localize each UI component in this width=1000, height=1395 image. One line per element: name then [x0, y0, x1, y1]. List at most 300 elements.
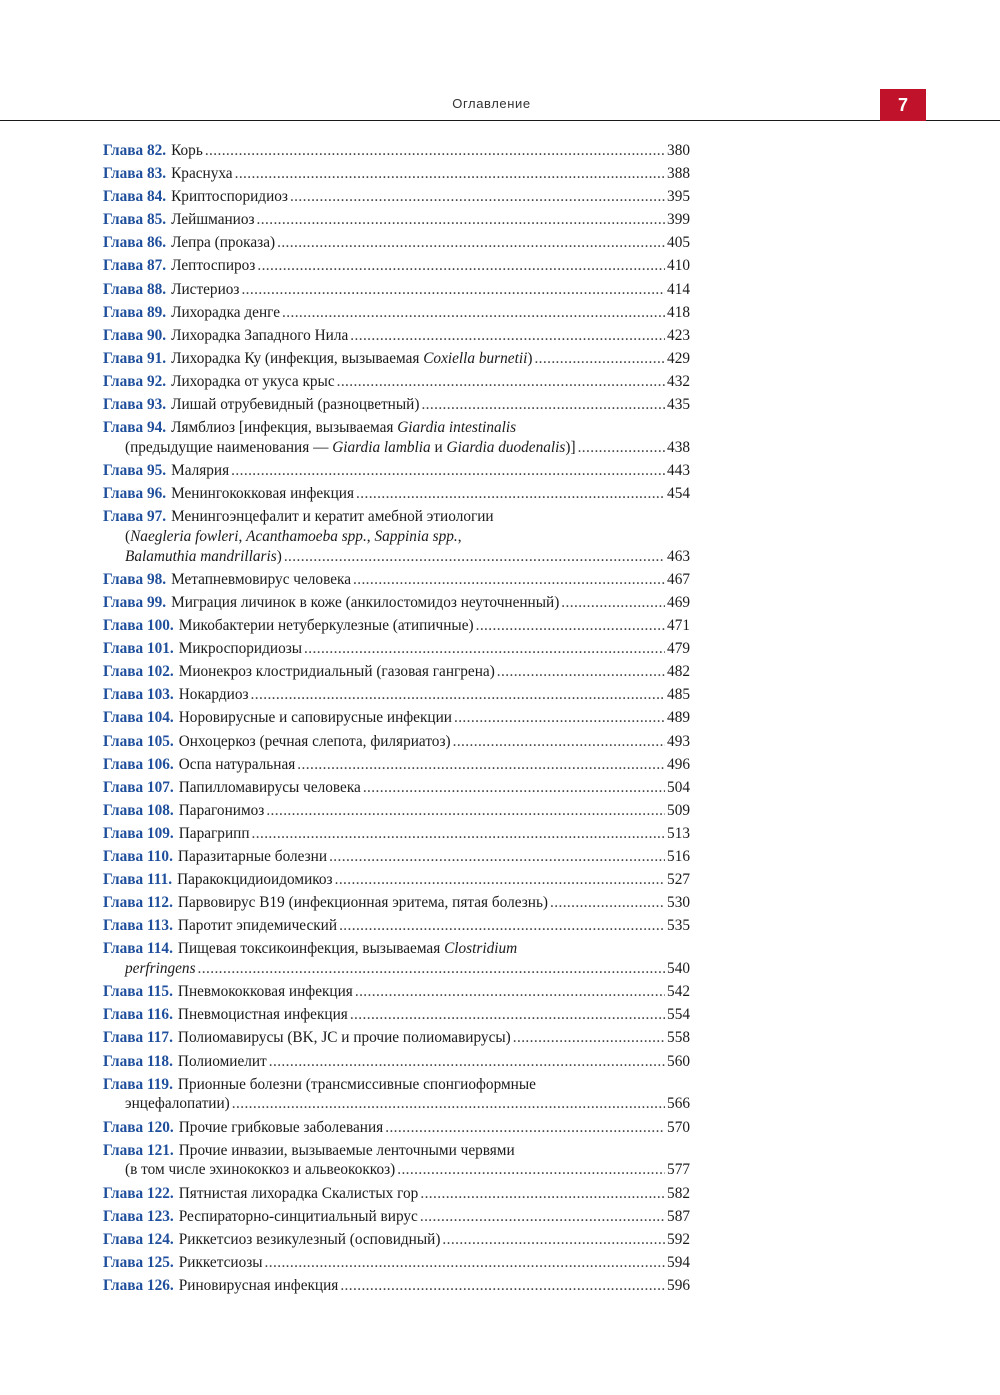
dot-leader: [550, 893, 665, 913]
page-reference: 540: [667, 960, 690, 978]
chapter-title: [171, 187, 288, 207]
chapter-title: [171, 256, 255, 276]
page-reference: 414: [667, 280, 690, 298]
chapter-title: [178, 982, 353, 1002]
entry-title-text: Лишай отрубевидный (разноцветный): [171, 396, 420, 414]
page-reference: 554: [667, 1006, 690, 1024]
page-reference: 388: [667, 165, 690, 183]
italic-latin-term: Clostridium: [444, 940, 518, 958]
toc-entry[interactable]: [103, 233, 690, 253]
entry-title-text: Менингоэнцефалит и кератит амебной этиологии: [171, 508, 494, 526]
toc-entry[interactable]: [103, 1207, 690, 1227]
toc-entry-line: [103, 824, 690, 844]
toc-entry-line: [103, 372, 690, 392]
page-reference: 577: [667, 1161, 690, 1179]
toc-entry-line: [103, 303, 690, 323]
page-reference: 418: [667, 303, 690, 321]
toc-entry-line: [103, 1276, 690, 1296]
dot-leader: [454, 708, 665, 728]
toc-entry-line: [103, 280, 690, 300]
page-reference: 516: [667, 848, 690, 866]
entry-title-text: Прочие грибковые заболевания: [178, 1118, 384, 1136]
toc-entry-line: [103, 801, 690, 821]
chapter-title: [171, 303, 280, 323]
chapter-title: [125, 527, 462, 547]
toc-entry[interactable]: [103, 210, 690, 230]
page-reference: 469: [667, 593, 690, 611]
dot-leader: [198, 959, 666, 979]
page-reference: 592: [667, 1230, 690, 1248]
chapter-title: [171, 484, 354, 504]
page-reference: 566: [667, 1095, 690, 1113]
chapter-number: Глава 91.: [103, 349, 167, 367]
toc-entry[interactable]: [103, 982, 690, 1002]
page-reference: 485: [667, 686, 690, 704]
chapter-number: Глава 110.: [103, 848, 173, 866]
toc-entry[interactable]: [103, 1276, 690, 1296]
dot-leader: [363, 778, 665, 798]
entry-title-text: ): [527, 349, 533, 367]
entry-title-text: ,: [366, 528, 375, 545]
dot-leader: [252, 824, 666, 844]
toc-entry[interactable]: [103, 685, 690, 705]
toc-entry-continuation: [103, 1160, 690, 1180]
toc-entry[interactable]: [103, 187, 690, 207]
chapter-title: [179, 801, 265, 821]
page-reference: 435: [667, 396, 690, 414]
toc-entry-line: [103, 1005, 690, 1025]
chapter-number: Глава 116.: [103, 1006, 173, 1024]
chapter-title: [178, 847, 327, 867]
toc-entry[interactable]: [103, 1075, 690, 1115]
toc-entry-line: [103, 326, 690, 346]
entry-title-text: Малярия: [171, 462, 230, 480]
dot-leader: [350, 326, 665, 346]
toc-entry-line: [103, 164, 690, 184]
chapter-number: Глава 90.: [103, 326, 167, 344]
toc-entry-line: [103, 639, 690, 659]
entry-title-text: Нокардиоз: [178, 686, 249, 704]
page-reference: 542: [667, 983, 690, 1001]
chapter-number: Глава 115.: [103, 983, 173, 1001]
chapter-title: [179, 1207, 418, 1227]
chapter-title: [171, 210, 254, 230]
toc-entry[interactable]: [103, 662, 690, 682]
entry-title-text: Риновирусная инфекция: [178, 1276, 339, 1294]
entry-title-text: Краснуха: [171, 165, 233, 183]
running-title: Оглавление: [452, 96, 531, 111]
entry-title-text: Папилломавирусы человека: [178, 778, 361, 796]
toc-entry[interactable]: [103, 349, 690, 369]
chapter-title: [171, 233, 275, 253]
chapter-title: [179, 616, 474, 636]
page-reference: 479: [667, 640, 690, 658]
dot-leader: [335, 870, 665, 890]
chapter-title: [171, 349, 532, 369]
toc-entry[interactable]: [103, 395, 690, 415]
chapter-title: [178, 1075, 536, 1095]
toc-entry-line: [103, 685, 690, 705]
toc-entry-line: [103, 1230, 690, 1250]
chapter-number: Глава 126.: [103, 1276, 174, 1294]
entry-title-text: Метапневмовирус человека: [171, 570, 351, 588]
chapter-number: Глава 103.: [103, 686, 174, 704]
toc-entry-line: [103, 187, 690, 207]
chapter-number: Глава 121.: [103, 1141, 174, 1159]
chapter-title: [171, 593, 559, 613]
toc-entry[interactable]: [103, 570, 690, 590]
toc-entry[interactable]: [103, 847, 690, 867]
page-reference: 432: [667, 372, 690, 390]
toc-entry[interactable]: [103, 870, 690, 890]
page-header: [0, 0, 1000, 122]
entry-title-text: (в том числе эхинококкоз и альвеококкоз): [125, 1161, 396, 1179]
toc-entry-line: [103, 1184, 690, 1204]
toc-entry[interactable]: [103, 708, 690, 728]
entry-title-text: Лямблиоз [инфекция, вызываемая: [171, 419, 398, 437]
chapter-title: [179, 778, 361, 798]
chapter-number: Глава 92.: [103, 372, 167, 390]
toc-entry[interactable]: [103, 1141, 690, 1181]
toc-entry-line: [103, 461, 690, 481]
chapter-number: Глава 101.: [103, 640, 174, 658]
chapter-number: Глава 118.: [103, 1052, 173, 1070]
entry-title-text: ,: [238, 528, 247, 545]
toc-entry-line: [103, 349, 690, 369]
toc-entry-line: [103, 418, 690, 438]
toc-entry[interactable]: [103, 755, 690, 775]
chapter-title: [171, 395, 419, 415]
toc-entry[interactable]: [103, 461, 690, 481]
toc-entry[interactable]: [103, 141, 690, 161]
page-reference: 438: [667, 438, 690, 456]
toc-entry-line: [103, 755, 690, 775]
chapter-number: Глава 89.: [103, 303, 167, 321]
chapter-number: Глава 88.: [103, 280, 167, 298]
chapter-number: Глава 113.: [103, 917, 173, 935]
page-reference: 496: [667, 755, 690, 773]
toc-entry[interactable]: [103, 1184, 690, 1204]
toc-entry[interactable]: [103, 939, 690, 979]
toc-entry-line: [103, 1028, 690, 1048]
entry-title-text: Пищевая токсикоинфекция, вызываемая: [177, 940, 445, 958]
toc-entry-line: [103, 233, 690, 253]
entry-title-text: Микобактерии нетуберкулезные (атипичные): [178, 617, 474, 635]
page-reference: 535: [667, 917, 690, 935]
dot-leader: [350, 1005, 665, 1025]
dot-leader: [257, 256, 665, 276]
toc-entry[interactable]: [103, 256, 690, 276]
chapter-number: Глава 105.: [103, 732, 174, 750]
toc-entry[interactable]: [103, 778, 690, 798]
dot-leader: [421, 395, 665, 415]
italic-latin-term: Balamuthia mandrillaris: [125, 547, 277, 565]
chapter-number: Глава 117.: [103, 1029, 173, 1047]
toc-entry[interactable]: [103, 593, 690, 613]
dot-leader: [304, 639, 665, 659]
toc-entry[interactable]: [103, 280, 690, 300]
toc-entry-line: [103, 916, 690, 936]
toc-entry[interactable]: [103, 1028, 690, 1048]
page-reference: 587: [667, 1207, 690, 1225]
dot-leader: [339, 916, 665, 936]
italic-latin-term: Giardia intestinalis: [397, 419, 517, 437]
toc-entry[interactable]: [103, 824, 690, 844]
entry-title-text: Прионные болезни (трансмиссивные спонгиоформные: [177, 1075, 536, 1093]
chapter-number: Глава 87.: [103, 257, 167, 275]
toc-entry[interactable]: [103, 507, 690, 566]
entry-title-text: ): [276, 547, 282, 565]
dot-leader: [265, 1253, 666, 1273]
chapter-title: [178, 939, 517, 959]
italic-latin-term: Naegleria fowleri: [130, 528, 239, 545]
entry-title-text: (предыдущие наименования —: [125, 438, 333, 456]
dot-leader: [329, 847, 665, 867]
toc-entry-line: [103, 982, 690, 1002]
page-reference: 471: [667, 617, 690, 635]
entry-title-text: Пневмококковая инфекция: [177, 983, 353, 1001]
page-reference: 463: [667, 547, 690, 565]
chapter-number: Глава 93.: [103, 396, 167, 414]
toc-entry-line: [103, 708, 690, 728]
dot-leader: [497, 662, 665, 682]
toc-entry[interactable]: [103, 893, 690, 913]
dot-leader: [205, 141, 665, 161]
chapter-title: [179, 685, 249, 705]
chapter-number: Глава 97.: [103, 508, 167, 526]
toc-entry[interactable]: [103, 164, 690, 184]
chapter-number: Глава 106.: [103, 755, 174, 773]
toc-entry-line: [103, 870, 690, 890]
page-reference: 423: [667, 326, 690, 344]
chapter-title: [171, 164, 233, 184]
toc-entry[interactable]: [103, 1253, 690, 1273]
toc-entry-line: [103, 1118, 690, 1138]
toc-entry[interactable]: [103, 326, 690, 346]
chapter-title: [125, 547, 282, 567]
chapter-title: [179, 1230, 441, 1250]
chapter-number: Глава 108.: [103, 801, 174, 819]
page-reference: 530: [667, 894, 690, 912]
entry-title-text: Парвовирус В19 (инфекционная эритема, пятая болезнь): [177, 894, 549, 912]
dot-leader: [257, 210, 666, 230]
dot-leader: [353, 570, 665, 590]
dot-leader: [232, 1094, 665, 1114]
dot-leader: [290, 187, 665, 207]
entry-title-text: Листериоз: [171, 280, 240, 298]
chapter-title: [178, 1052, 267, 1072]
chapter-title: [171, 141, 203, 161]
table-of-contents: [103, 141, 690, 1299]
toc-entry[interactable]: [103, 418, 690, 458]
toc-entry[interactable]: [103, 616, 690, 636]
toc-entry[interactable]: [103, 916, 690, 936]
toc-entry-line: [103, 939, 690, 959]
page-reference: 454: [667, 485, 690, 503]
italic-latin-term: Giardia lamblia: [332, 438, 431, 456]
entry-title-text: Парагрипп: [178, 824, 250, 842]
toc-entry-line: [103, 210, 690, 230]
page-reference: 596: [667, 1276, 690, 1294]
chapter-number: Глава 86.: [103, 234, 167, 252]
dot-leader: [534, 349, 665, 369]
toc-entry[interactable]: [103, 372, 690, 392]
page-reference: 443: [667, 462, 690, 480]
entry-title-text: Онхоцеркоз (речная слепота, филяриатоз): [178, 732, 451, 750]
entry-title-text: (: [125, 528, 131, 545]
chapter-title: [179, 1253, 263, 1273]
page-reference: 399: [667, 211, 690, 229]
chapter-title: [171, 372, 335, 392]
page-reference: 395: [667, 188, 690, 206]
toc-entry-line: [103, 662, 690, 682]
toc-entry[interactable]: [103, 801, 690, 821]
chapter-number: Глава 100.: [103, 617, 174, 635]
dot-leader: [284, 547, 665, 567]
toc-entry[interactable]: [103, 1230, 690, 1250]
entry-title-text: Криптоспоридиоз: [171, 188, 288, 206]
toc-entry-line: [103, 484, 690, 504]
toc-entry-line: [103, 1052, 690, 1072]
toc-entry-line: [103, 141, 690, 161]
entry-title-text: Паротит эпидемический: [177, 917, 338, 935]
dot-leader: [561, 593, 665, 613]
page-reference: 504: [667, 778, 690, 796]
toc-entry-line: [103, 1207, 690, 1227]
entry-title-text: Парагонимоз: [178, 801, 265, 819]
toc-entry[interactable]: [103, 1005, 690, 1025]
chapter-number: Глава 124.: [103, 1230, 174, 1248]
entry-title-text: )]: [565, 438, 576, 456]
page-reference: 509: [667, 801, 690, 819]
dot-leader: [442, 1230, 665, 1250]
page-reference: 570: [667, 1118, 690, 1136]
chapter-number: Глава 122.: [103, 1184, 174, 1202]
chapter-title: [177, 870, 333, 890]
toc-entry[interactable]: [103, 1052, 690, 1072]
chapter-title: [125, 1160, 395, 1180]
chapter-number: Глава 84.: [103, 188, 167, 206]
chapter-number: Глава 99.: [103, 593, 167, 611]
entry-title-text: ,: [457, 528, 462, 545]
page-reference: 467: [667, 570, 690, 588]
toc-entry-line: [103, 778, 690, 798]
page-reference: 482: [667, 663, 690, 681]
dot-leader: [340, 1276, 665, 1296]
chapter-title: [178, 916, 337, 936]
dot-leader: [282, 303, 665, 323]
toc-entry-continuation: [103, 959, 690, 979]
chapter-number: Глава 125.: [103, 1253, 174, 1271]
dot-leader: [397, 1160, 665, 1180]
dot-leader: [453, 732, 665, 752]
entry-title-text: Риккетсиоз везикулезный (осповидный): [178, 1230, 441, 1248]
toc-entry[interactable]: [103, 303, 690, 323]
entry-title-text: Мионекроз клостридиальный (газовая гангрена): [178, 663, 495, 681]
page-reference: 410: [667, 257, 690, 275]
toc-entry-line: [103, 593, 690, 613]
page-reference: 560: [667, 1052, 690, 1070]
entry-title-text: и: [430, 438, 447, 456]
chapter-number: Глава 109.: [103, 824, 174, 842]
entry-title-text: Лихорадка Западного Нила: [171, 326, 349, 344]
chapter-number: Глава 119.: [103, 1075, 173, 1093]
dot-leader: [420, 1184, 665, 1204]
toc-entry-line: [103, 893, 690, 913]
toc-entry[interactable]: [103, 639, 690, 659]
dot-leader: [385, 1118, 665, 1138]
dot-leader: [297, 755, 665, 775]
toc-entry[interactable]: [103, 732, 690, 752]
chapter-title: [179, 732, 451, 752]
chapter-title: [179, 1118, 383, 1138]
entry-title-text: Пневмоцистная инфекция: [177, 1006, 348, 1024]
chapter-title: [125, 959, 196, 979]
chapter-number: Глава 104.: [103, 709, 174, 727]
entry-title-text: Паракокцидиоидомикоз: [177, 871, 333, 889]
toc-entry-line: [103, 256, 690, 276]
dot-leader: [266, 801, 665, 821]
dot-leader: [337, 372, 665, 392]
toc-entry[interactable]: [103, 1118, 690, 1138]
dot-leader: [420, 1207, 665, 1227]
dot-leader: [251, 685, 666, 705]
dot-leader: [269, 1052, 665, 1072]
chapter-title: [179, 755, 296, 775]
entry-title-text: Респираторно-синцитиальный вирус: [178, 1207, 418, 1225]
chapter-title: [179, 1276, 339, 1296]
page-reference: 380: [667, 142, 690, 159]
toc-entry-line: [103, 732, 690, 752]
chapter-number: Глава 102.: [103, 663, 174, 681]
chapter-number: Глава 82.: [103, 142, 167, 159]
dot-leader: [578, 438, 665, 458]
chapter-number: Глава 112.: [103, 894, 173, 912]
italic-latin-term: Coxiella burnetii: [423, 349, 528, 367]
page-reference: 558: [667, 1029, 690, 1047]
chapter-title: [171, 507, 494, 527]
chapter-title: [179, 1141, 515, 1161]
toc-entry-line: [103, 616, 690, 636]
chapter-title: [179, 662, 495, 682]
entry-title-text: Лептоспироз: [171, 257, 256, 275]
entry-title-text: Миграция личинок в коже (анкилостомидоз неуточненный): [171, 593, 560, 611]
chapter-number: Глава 111.: [103, 871, 173, 889]
chapter-number: Глава 83.: [103, 165, 167, 183]
toc-entry-line: [103, 570, 690, 590]
entry-title-text: Лейшманиоз: [171, 211, 255, 229]
dot-leader: [513, 1028, 665, 1048]
page-reference: 582: [667, 1184, 690, 1202]
entry-title-text: Лихорадка от укуса крыс: [171, 372, 335, 390]
entry-title-text: Паразитарные болезни: [177, 848, 328, 866]
toc-entry[interactable]: [103, 484, 690, 504]
entry-title-text: энцефалопатии): [125, 1095, 230, 1113]
chapter-number: Глава 120.: [103, 1118, 174, 1136]
chapter-title: [171, 280, 239, 300]
entry-title-text: Риккетсиозы: [178, 1253, 263, 1271]
toc-entry-line: [103, 1253, 690, 1273]
chapter-title: [178, 1005, 348, 1025]
toc-entry-line: [103, 1141, 690, 1161]
page-reference: 493: [667, 732, 690, 750]
toc-entry-line: [103, 1075, 690, 1095]
entry-title-text: Лихорадка денге: [171, 303, 281, 321]
dot-leader: [476, 616, 665, 636]
chapter-title: [171, 418, 516, 438]
page-reference: 489: [667, 709, 690, 727]
page-reference: 513: [667, 824, 690, 842]
